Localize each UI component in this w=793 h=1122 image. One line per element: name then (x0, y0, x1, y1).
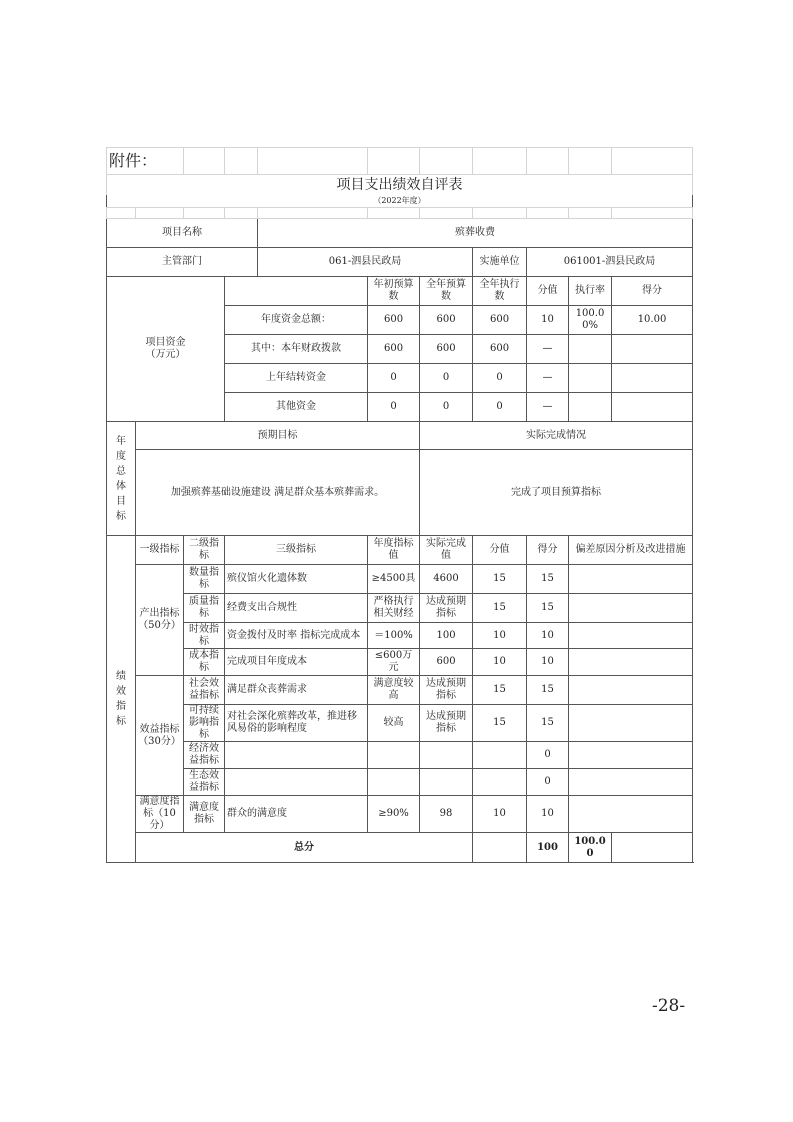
funds-annual: 600 (420, 306, 473, 335)
funds-rate (569, 364, 612, 393)
target (368, 742, 420, 769)
level3 (225, 742, 368, 769)
funds-rate (569, 335, 612, 364)
funds-score-value: — (527, 364, 569, 393)
level2: 经济效益指标 (184, 742, 225, 769)
funds-header: 分值 (527, 277, 569, 306)
level2: 时效指标 (184, 623, 225, 649)
funds-rate: 100.00% (569, 306, 612, 335)
perf-label-char: 效 (116, 686, 126, 697)
actual (420, 742, 473, 769)
goals-label (107, 422, 136, 536)
value: 10 (473, 796, 527, 833)
actual-result: 完成了项目预算指标 (420, 450, 693, 536)
project-name: 殡葬收费 (258, 219, 693, 248)
target: 较高 (368, 705, 420, 742)
funds-initial: 0 (368, 364, 420, 393)
perf-row (107, 796, 693, 833)
value (473, 769, 527, 796)
score: 15 (527, 705, 569, 742)
target: ≥4500具 (368, 565, 420, 594)
perf-header: 得分 (527, 536, 569, 565)
actual: 600 (420, 649, 473, 676)
funds-annual: 600 (420, 335, 473, 364)
level2: 社会效益指标 (184, 676, 225, 705)
goals-label-char: 年 (116, 435, 126, 447)
perf-header: 偏差原因分析及改进措施 (569, 536, 693, 565)
target: ≥90% (368, 796, 420, 833)
funds-annual: 0 (420, 364, 473, 393)
value: 15 (473, 594, 527, 623)
funds-initial: 0 (368, 393, 420, 422)
funds-score (612, 393, 693, 422)
perf-label-char: 绩 (116, 671, 126, 682)
funds-header: 得分 (612, 277, 693, 306)
actual: 98 (420, 796, 473, 833)
perf-row (107, 649, 693, 676)
funds-initial: 600 (368, 306, 420, 335)
value: 10 (473, 649, 527, 676)
actual: 4600 (420, 565, 473, 594)
perf-row (107, 623, 693, 649)
score: 0 (527, 742, 569, 769)
dept-value: 061-泗县民政局 (258, 248, 473, 277)
perf-header: 三级指标 (225, 536, 368, 565)
funds-annual: 0 (420, 393, 473, 422)
actual (420, 769, 473, 796)
actual: 100 (420, 623, 473, 649)
value: 15 (473, 565, 527, 594)
total-label: 总分 (136, 833, 473, 863)
perf-label-char: 指 (116, 701, 126, 712)
dept-label: 主管部门 (107, 248, 258, 277)
level1-satisfaction: 满意度指标（10分） (136, 796, 184, 833)
funds-header: 执行率 (569, 277, 612, 306)
goals-label-char: 目 (116, 495, 126, 507)
page-subtitle: （2022年度） (107, 195, 693, 208)
evaluation-table (106, 147, 693, 863)
actual: 达成预期指标 (420, 594, 473, 623)
level2: 数量指标 (184, 565, 225, 594)
funds-initial: 600 (368, 335, 420, 364)
score: 10 (527, 623, 569, 649)
level3: 满足群众丧葬需求 (225, 676, 368, 705)
level1-output: 产出指标（50分） (136, 565, 184, 676)
level2: 成本指标 (184, 649, 225, 676)
funds-executed: 0 (473, 393, 527, 422)
funds-row-label: 其中：本年财政拨款 (225, 335, 368, 364)
goals-label-char: 度 (116, 450, 126, 462)
funds-row-label: 年度资金总额： (225, 306, 368, 335)
actual: 达成预期指标 (420, 676, 473, 705)
level2: 满意度指标 (184, 796, 225, 833)
funds-executed: 600 (473, 335, 527, 364)
funds-score-value: 10 (527, 306, 569, 335)
funds-rate (569, 393, 612, 422)
perf-row (107, 705, 693, 742)
funds-label-line1: 项目资金 (145, 337, 186, 348)
score: 15 (527, 565, 569, 594)
page-number: -28- (652, 996, 686, 1016)
total-score: 100.00 (569, 833, 612, 863)
level3: 完成项目年度成本 (225, 649, 368, 676)
level2: 生态效益指标 (184, 769, 225, 796)
score: 10 (527, 649, 569, 676)
perf-label (107, 536, 136, 863)
funds-score (612, 335, 693, 364)
level1-benefit: 效益指标（30分） (136, 676, 184, 796)
value: 10 (473, 623, 527, 649)
score: 15 (527, 676, 569, 705)
perf-header: 二级指标 (184, 536, 225, 565)
funds-score-value: — (527, 335, 569, 364)
target (368, 769, 420, 796)
funds-executed: 0 (473, 364, 527, 393)
funds-header: 年初预算数 (368, 277, 420, 306)
perf-row (107, 676, 693, 705)
impl-unit-label: 实施单位 (473, 248, 527, 277)
target: ≤600万元 (368, 649, 420, 676)
goals-label-char: 标 (116, 510, 126, 522)
perf-header: 分值 (473, 536, 527, 565)
score: 10 (527, 796, 569, 833)
actual: 达成预期指标 (420, 705, 473, 742)
total-value: 100 (527, 833, 569, 863)
perf-row (107, 769, 693, 796)
project-name-label: 项目名称 (107, 219, 258, 248)
level3: 殡仪馆火化遗体数 (225, 565, 368, 594)
attachment-label: 附件： (107, 148, 184, 175)
evaluation-sheet (106, 147, 692, 863)
perf-row (107, 742, 693, 769)
funds-executed: 600 (473, 306, 527, 335)
goals-label-char: 总 (116, 465, 126, 477)
perf-row (107, 594, 693, 623)
funds-score: 10.00 (612, 306, 693, 335)
value: 15 (473, 676, 527, 705)
level2: 可持续影响指标 (184, 705, 225, 742)
funds-score (612, 364, 693, 393)
funds-row-label: 上年结转资金 (225, 364, 368, 393)
perf-label-char: 标 (116, 716, 126, 727)
score: 0 (527, 769, 569, 796)
funds-label (107, 277, 225, 422)
actual-result-header: 实际完成情况 (420, 422, 693, 450)
score: 15 (527, 594, 569, 623)
perf-header: 实际完成值 (420, 536, 473, 565)
expected-goal: 加强殡葬基础设施建设 满足群众基本殡葬需求。 (136, 450, 420, 536)
target: 严格执行相关财经 (368, 594, 420, 623)
level2: 质量指标 (184, 594, 225, 623)
target: 满意度较高 (368, 676, 420, 705)
funds-row-label: 其他资金 (225, 393, 368, 422)
value: 15 (473, 705, 527, 742)
perf-row (107, 565, 693, 594)
level3: 对社会深化殡葬改革，推进移风易俗的影响程度 (225, 705, 368, 742)
level3: 群众的满意度 (225, 796, 368, 833)
level3: 资金拨付及时率 指标完成成本 (225, 623, 368, 649)
perf-header: 年度指标值 (368, 536, 420, 565)
level3 (225, 769, 368, 796)
funds-score-value: — (527, 393, 569, 422)
funds-header: 全年执行数 (473, 277, 527, 306)
target: ＝100% (368, 623, 420, 649)
perf-header: 一级指标 (136, 536, 184, 565)
expected-goal-header: 预期目标 (136, 422, 420, 450)
goals-label-char: 体 (116, 480, 126, 492)
level3: 经费支出合规性 (225, 594, 368, 623)
funds-label-line2: （万元） (145, 349, 186, 360)
page-title: 项目支出绩效自评表 (107, 175, 693, 195)
funds-header: 全年预算数 (420, 277, 473, 306)
impl-unit-value: 061001-泗县民政局 (527, 248, 693, 277)
value (473, 742, 527, 769)
